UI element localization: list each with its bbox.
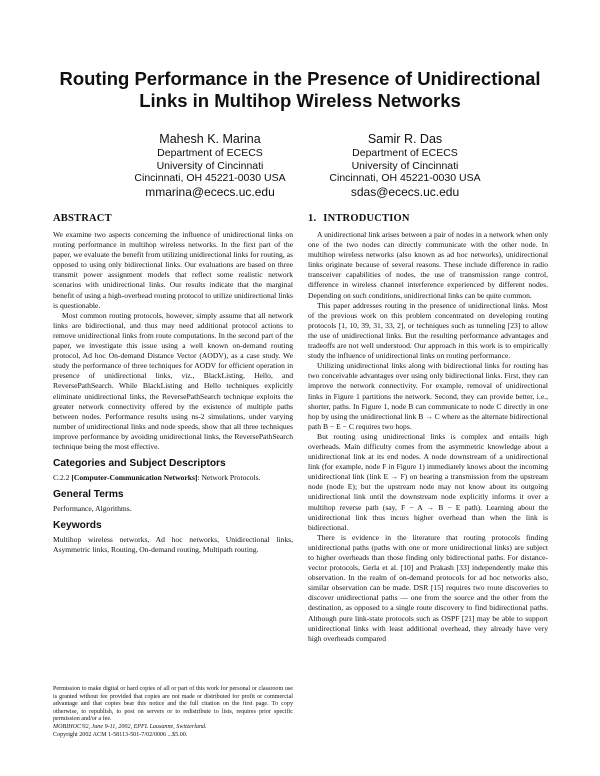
categories-code: C.2.2 (53, 473, 70, 483)
categories-text (53, 473, 293, 483)
venue-text: MOBIHOC'02, June 9-11, 2002, EPFL Lausanne, Switzerland. (53, 723, 207, 730)
right-column (308, 212, 548, 644)
author-dept: Department of ECECS (352, 147, 458, 159)
section-number: 1. (308, 213, 317, 224)
author-address: Cincinnati, OH 45221-0030 USA (134, 172, 286, 184)
intro-paragraph-5: There is evidence in the literature that routing protocols finding unidirectional paths (paths with one or more unidirectional links) are subject to higher overheads than those finding only bidirectional paths. For distance-vector protocols, Gerla et al. [10] and Prakash [33] independently make this observation. In the realm of on-demand protocols for ad hoc networks also, similar observation can be made. DSR [15] requires two route discoveries to discover unidirectional paths — one from the source and the other from the destination, as opposed to a single route discovery to find bidirectional paths. Although pure link-state protocols such as OSPF [21] may be able to support unidirectional links with least additional overhead, they already have very high overheads compared (308, 532, 548, 643)
author-block-2 (290, 132, 520, 199)
keywords-heading: Keywords (53, 520, 102, 532)
permission-text: Permission to make digital or hard copies of all or part of this work for personal or classroom use is granted without fee provided that copies are not made or distributed for profit or commercial advantage and that copies bear this notice and the full citation on the first page. To copy otherwise, to republish, to post on servers or to redistribute to lists, requires prior specific permission and/or a fee. (53, 686, 293, 723)
general-terms-heading: General Terms (53, 489, 124, 501)
author-university: University of Cincinnati (351, 159, 459, 172)
author-address: Cincinnati, OH 45221-0030 USA (329, 172, 481, 184)
author-name: Samir R. Das (367, 132, 443, 146)
intro-paragraph-1: A unidirectional link arises between a pair of nodes in a network when only one of the two nodes can directly communicate with the other node. In multihop wireless networks (also known as ad hoc networks), unidirectional links originate because of several reasons. These include difference in radio transceiver capabilities of nodes, the use of transmission range control, difference in wireless channel interference experienced by different nodes. Depending on such conditions, unidirectional links can be quite common. (308, 230, 548, 300)
author-dept: Department of ECECS (157, 147, 263, 159)
keywords-text: Multihop wireless networks, Ad hoc networks, Unidirectional links, Asymmetric links, Routing, On-demand routing, Multipath routing. (53, 535, 293, 555)
introduction-heading (308, 212, 548, 225)
intro-paragraph-3: Utilizing unidirectional links along with bidirectional links for routing has two conceivable advantages over using only bidirectional links. First, they can improve the network connectivity. For example, removal of unidirectional links in Figure 1 partitions the network. Second, they can provide better, i.e., shorter, paths. In Figure 1, node B can communicate to node C directly in one hop by using the unidirectional link B → C where as the alternate bidirectional path B − E − C requires two hops. (308, 361, 548, 431)
abstract-heading: ABSTRACT (53, 213, 112, 224)
permission-footnote (53, 686, 293, 739)
intro-paragraph-2: This paper addresses routing in the presence of unidirectional links. Most of the previous work on this problem concentrated on developing routing protocols [1, 10, 39, 31, 33, 2], or techniques such as tunneling [23] to allow the use of unidirectional links. But the resulting performance advantages and tradeoffs are not well understood. Our approach in this work is to empirically study the influence of unidirectional links on routing performance. (308, 300, 548, 361)
categories-heading: Categories and Subject Descriptors (53, 458, 226, 470)
copyright-text: Copyright 2002 ACM 1-58113-501-7/02/0006 ...$5.00. (53, 731, 188, 738)
author-university: University of Cincinnati (156, 159, 264, 172)
section-title: INTRODUCTION (323, 213, 410, 224)
paper-title: Routing Performance in the Presence of Unidirectional Links in Multihop Wireless Networks (59, 68, 541, 111)
author-name: Mahesh K. Marina (159, 132, 261, 146)
categories-name: [Computer-Communication Networks] (71, 473, 198, 483)
categories-detail: : Network Protocols. (197, 473, 261, 483)
abstract-paragraph-1: We examine two aspects concerning the influence of unidirectional links on routing performance in multihop wireless networks. In the first part of the paper, we evaluate the benefit from utilizing unidirectional links for routing, as opposed to using only bidirectional links. Our evaluations are based on three transmit power assignment models that reflect some realistic network scenarios with unidirectional links. Our results indicate that the marginal benefit of using a high-overhead routing protocol to utilize unidirectional links is questionable. (53, 230, 293, 310)
author-email[interactable]: sdas@ececs.uc.edu (350, 184, 460, 199)
general-terms-text: Performance, Algorithms. (53, 504, 132, 514)
author-email[interactable]: mmarina@ececs.uc.edu (145, 184, 275, 199)
abstract-paragraph-2: Most common routing protocols, however, simply assume that all network links are bidirectional, and thus may need additional protocol actions to remove unidirectional links from route computations. In the second part of the paper, we investigate this issue using a well known on-demand routing protocol, Ad hoc On-demand Distance Vector (AODV), as a case study. We study the performance of three techniques for AODV for efficient operation in presence of unidirectional links, viz., BlackListing, Hello, and ReversePathSearch. While BlackListing and Hello techniques explicitly eliminate unidirectional links, the ReversePathSearch technique exploits the greater network connectivity offered by the existence of multiple paths between nodes. Performance results using ns-2 simulations, under varying number of unidirectional links and node speeds, show that all three techniques improve performance by avoiding unidirectional links, the ReversePathSearch technique being the most effective. (53, 310, 293, 451)
intro-paragraph-4: But routing using unidirectional links is complex and entails high overheads. Main difficulty comes from the asymmetric knowledge about a unidirectional link at its end nodes. A node downstream of a unidirectional link (for example, node F in Figure 1) immediately knows about the incoming unidirectional link (link E → F) on hearing a transmission from the upstream node (node E); but the upstream node may not know about its outgoing unidirectional link until the downstream node explicitly informs it over a multihop reverse path (say, F − A → B − E path). Learning about the unidirectional link thus incurs higher overhead than when the link is bidirectional. (308, 431, 548, 532)
left-column (53, 212, 293, 555)
